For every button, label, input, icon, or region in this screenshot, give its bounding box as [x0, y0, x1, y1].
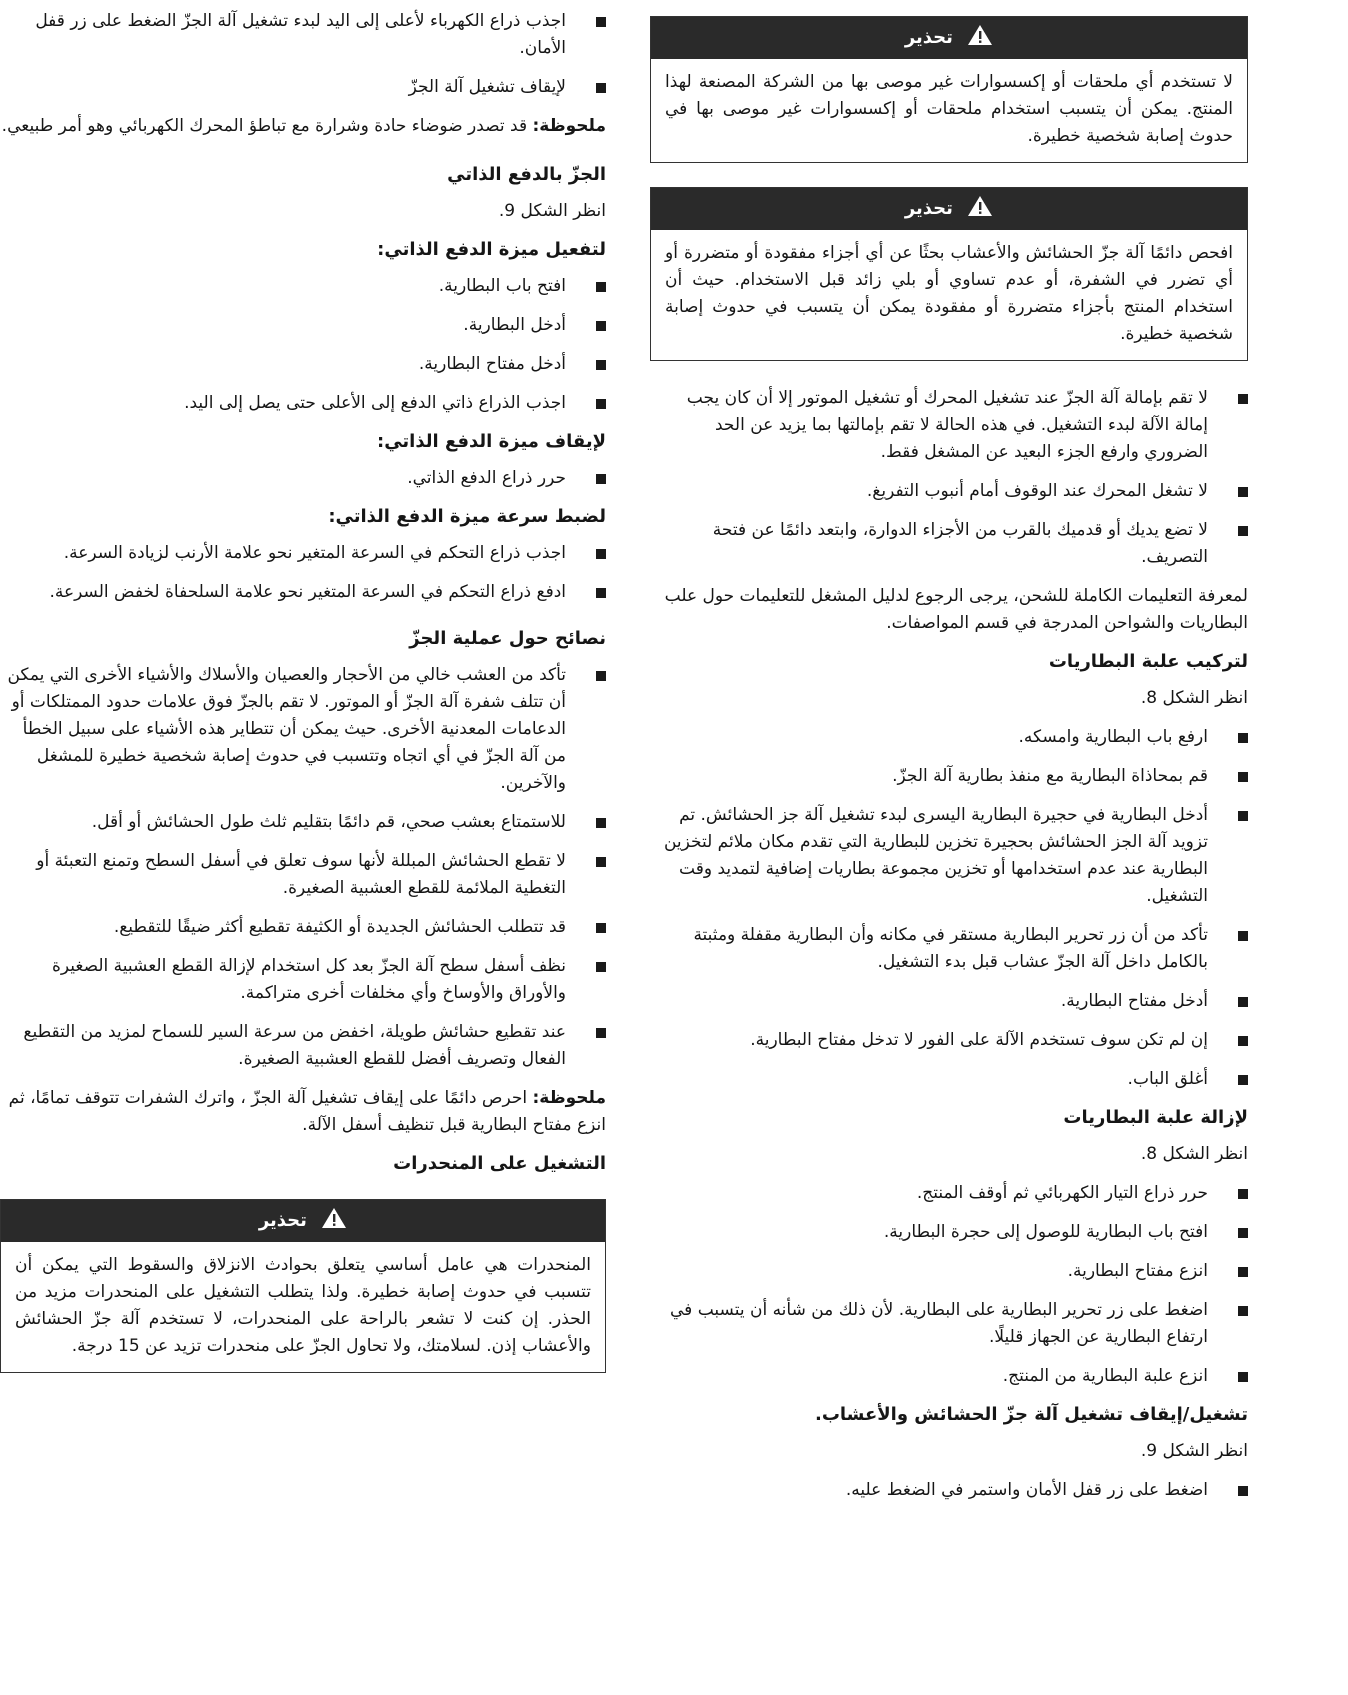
list-item: أدخل البطارية.: [0, 312, 606, 339]
warning-title: تحذير: [904, 27, 953, 48]
warning-header: [651, 188, 1247, 230]
figure-reference: انظر الشكل 9.: [1140, 1441, 1248, 1461]
warning-triangle-icon: [967, 191, 993, 233]
bullet-square-icon: [596, 818, 606, 828]
subheading-stop: لإيقاف ميزة الدفع الذاتي:: [377, 431, 606, 452]
bullet-square-icon: [1238, 1486, 1248, 1496]
list-item: افتح باب البطارية للوصول إلى حجرة البطارية.: [650, 1219, 1248, 1246]
list-item: اجذب ذراع الكهرباء لأعلى إلى اليد لبدء تشغيل آلة الجزّ الضغط على زر قفل الأمان.: [0, 8, 606, 62]
bullet-square-icon: [596, 282, 606, 292]
bullet-square-icon: [596, 17, 606, 27]
note-label: ملحوظة:: [532, 1088, 606, 1108]
list-item: ارفع باب البطارية وامسكه.: [650, 724, 1248, 751]
warning-box-accessories: [650, 16, 1248, 163]
bullet-square-icon: [596, 549, 606, 559]
section-heading-slopes: التشغيل على المنحدرات: [393, 1153, 606, 1174]
list-item: عند تقطيع حشائش طويلة، اخفض من سرعة السير للسماح لمزيد من التقطيع الفعال وتصريف أفضل للقطع العشبية الصغيرة.: [0, 1019, 606, 1073]
section-heading-self-propel: الجزّ بالدفع الذاتي: [447, 164, 606, 185]
bullet-square-icon: [1238, 394, 1248, 404]
bullet-square-icon: [1238, 811, 1248, 821]
warning-text: افحص دائمًا آلة جزّ الحشائش والأعشاب بحثًا عن أي أجزاء مفقودة أو متضررة أو أي تضرر في الشفرة، أو عدم تساوي أو بلي زائد قبل الاستخدام. حيث أن استخدام المنتج بأجزاء متضررة أو مفقودة يمكن أن يتسبب في حدوث إصابة شخصية خطيرة.: [665, 243, 1233, 344]
remove-steps-list: [650, 1180, 1248, 1390]
list-item: اجذب الذراع ذاتي الدفع إلى الأعلى حتى يصل إلى اليد.: [0, 390, 606, 417]
list-item: لا تشغل المحرك عند الوقوف أمام أنبوب التفريغ.: [650, 478, 1248, 505]
bullet-square-icon: [1238, 1075, 1248, 1085]
warning-header: [651, 17, 1247, 59]
enable-steps-list: [0, 273, 606, 417]
bullet-square-icon: [596, 1028, 606, 1038]
list-item: قد تتطلب الحشائش الجديدة أو الكثيفة تقطيع أكثر ضيقًا للتقطيع.: [0, 914, 606, 941]
list-item: أغلق الباب.: [650, 1066, 1248, 1093]
subheading-speed: لضبط سرعة ميزة الدفع الذاتي:: [328, 506, 606, 527]
bullet-square-icon: [596, 360, 606, 370]
list-item: إن لم تكن سوف تستخدم الآلة على الفور لا تدخل مفتاح البطارية.: [650, 1027, 1248, 1054]
warning-box-inspect: [650, 187, 1248, 361]
bullet-square-icon: [596, 857, 606, 867]
warning-text: لا تستخدم أي ملحقات أو إكسسوارات غير موصى بها من الشركة المصنعة لهذا المنتج. يمكن أن يتسبب استخدام ملحقات أو إكسسوارات غير موصى بها في حدوث إصابة شخصية خطيرة.: [665, 72, 1233, 146]
list-item: اضغط على زر تحرير البطارية على البطارية. لأن ذلك من شأنه أن يتسبب في ارتفاع البطارية عن الجهاز قليلًا.: [650, 1297, 1248, 1351]
warning-box-slopes: [0, 1199, 606, 1373]
list-item: تأكد من أن زر تحرير البطارية مستقر في مكانه وأن البطارية مقفلة ومثبتة بالكامل داخل آلة الجزّ عشاب قبل بدء التشغيل.: [650, 922, 1248, 976]
warning-text: المنحدرات هي عامل أساسي يتعلق بحوادث الانزلاق والسقوط التي يمكن أن تتسبب في حدوث إصابة خطيرة. ولذا يتطلب التشغيل على المنحدرات مزيد من الحذر. إن كنت لا تشعر بالراحة على المنحدرات، لا تستخدم آلة جزّ الحشائش والأعشاب إذن. لسلامتك، ولا تحاول الجزّ على منحدرات تزيد عن 15 درجة.: [15, 1255, 591, 1356]
section-heading-start-stop: تشغيل/إيقاف تشغيل آلة جزّ الحشائش والأعشاب.: [814, 1404, 1248, 1425]
section-heading-tips: نصائح حول عملية الجزّ: [409, 628, 606, 649]
bullet-square-icon: [596, 588, 606, 598]
warning-triangle-icon: [967, 20, 993, 62]
list-item: لا تضع يديك أو قدميك بالقرب من الأجزاء الدوارة، وابتعد دائمًا عن فتحة التصريف.: [650, 517, 1248, 571]
warning-triangle-icon: [321, 1203, 347, 1245]
list-item: أدخل البطارية في حجيرة البطارية اليسرى لبدء تشغيل آلة جز الحشائش. تم تزويد آلة الجز الحشائش بحجيرة تخزين للبطارية التي تقدم مكان ملائم لتخزين البطارية عند عدم استخدامها أو تخزين مجموعة بطاريات إضافية لتمديد وقت التشغيل.: [650, 802, 1248, 910]
bullet-square-icon: [1238, 526, 1248, 536]
list-item: أدخل مفتاح البطارية.: [650, 988, 1248, 1015]
note-paragraph: [0, 1085, 606, 1139]
bullet-square-icon: [596, 962, 606, 972]
list-item: نظف أسفل سطح آلة الجزّ بعد كل استخدام لإزالة القطع العشبية الصغيرة والأوراق والأوساخ وأي مخلفات أخرى متراكمة.: [0, 953, 606, 1007]
start-steps-list: [650, 1477, 1248, 1504]
section-heading-remove: لإزالة علبة البطاريات: [1063, 1107, 1248, 1128]
charging-note: لمعرفة التعليمات الكاملة للشحن، يرجى الرجوع لدليل المشغل للتعليمات حول علب البطاريات والشواحن المدرجة في قسم المواصفات.: [664, 586, 1248, 633]
bullet-square-icon: [1238, 1372, 1248, 1382]
warning-title: تحذير: [258, 1210, 307, 1231]
bullet-square-icon: [1238, 997, 1248, 1007]
note-paragraph: [0, 113, 606, 140]
list-item: لا تقم بإمالة آلة الجزّ عند تشغيل المحرك أو تشغيل الموتور إلا أن كان يجب إمالة الآلة لبدء التشغيل. في هذه الحالة لا تقم بإمالتها بما يزيد عن الحد الضروري وارفع الجزء البعيد عن المشغل فقط.: [650, 385, 1248, 466]
list-item: لإيقاف تشغيل آلة الجزّ: [0, 74, 606, 101]
section-heading-install: لتركيب علبة البطاريات: [1048, 651, 1248, 672]
bullet-square-icon: [1238, 487, 1248, 497]
bullet-square-icon: [596, 83, 606, 93]
bullet-square-icon: [596, 923, 606, 933]
warning-title: تحذير: [904, 198, 953, 219]
stop-steps-list: [0, 465, 606, 492]
bullet-square-icon: [1238, 1036, 1248, 1046]
note-label: ملحوظة:: [532, 116, 606, 136]
bullet-square-icon: [1238, 1267, 1248, 1277]
list-item: للاستمتاع بعشب صحي، قم دائمًا بتقليم ثلث طول الحشائش أو أقل.: [0, 809, 606, 836]
bullet-square-icon: [596, 474, 606, 484]
list-item: أدخل مفتاح البطارية.: [0, 351, 606, 378]
list-item: قم بمحاذاة البطارية مع منفذ بطارية آلة الجزّ.: [650, 763, 1248, 790]
list-item: اجذب ذراع التحكم في السرعة المتغير نحو علامة الأرنب لزيادة السرعة.: [0, 540, 606, 567]
figure-reference: انظر الشكل 8.: [1140, 1144, 1248, 1164]
tips-list: [0, 662, 606, 1073]
list-item: لا تقطع الحشائش المبللة لأنها سوف تعلق في أسفل السطح وتمنع التعبئة أو التغطية الملائمة للقطع العشبية الصغيرة.: [0, 848, 606, 902]
right-column: [650, 0, 1248, 1516]
bullet-square-icon: [1238, 1306, 1248, 1316]
bullet-square-icon: [596, 399, 606, 409]
figure-reference: انظر الشكل 8.: [1140, 688, 1248, 708]
safety-list: [650, 385, 1248, 571]
list-item: حرر ذراع الدفع الذاتي.: [0, 465, 606, 492]
warning-header: [1, 1200, 605, 1242]
list-item: انزع مفتاح البطارية.: [650, 1258, 1248, 1285]
bullet-square-icon: [1238, 733, 1248, 743]
speed-steps-list: [0, 540, 606, 606]
bullet-square-icon: [1238, 772, 1248, 782]
figure-reference: انظر الشكل 9.: [498, 201, 606, 221]
bullet-square-icon: [596, 671, 606, 681]
list-item: انزع علبة البطارية من المنتج.: [650, 1363, 1248, 1390]
bullet-square-icon: [1238, 1189, 1248, 1199]
operate-list: [0, 8, 606, 101]
bullet-square-icon: [596, 321, 606, 331]
list-item: اضغط على زر قفل الأمان واستمر في الضغط عليه.: [650, 1477, 1248, 1504]
note-text: احرص دائمًا على إيقاف تشغيل آلة الجزّ ، واترك الشفرات تتوقف تمامًا، ثم انزع مفتاح البطارية قبل تنظيف أسفل الآلة.: [8, 1088, 606, 1135]
install-steps-list: [650, 724, 1248, 1093]
list-item: تأكد من العشب خالي من الأحجار والعصيان والأسلاك والأشياء الأخرى التي يمكن أن تتلف شفرة آلة الجزّ أو الموتور. لا تقم بالجزّ فوق علامات حدود الممتلكات أو الدعامات المعدنية الأخرى. حيث يمكن أن تتطاير هذه الأشياء على سبيل الخطأ من آلة الجزّ في أي اتجاه وتتسبب في حدوث إصابة شخصية خطيرة للمشغل والآخرين.: [0, 662, 606, 797]
subheading-enable: لتفعيل ميزة الدفع الذاتي:: [377, 239, 606, 260]
note-text: قد تصدر ضوضاء حادة وشرارة مع تباطؤ المحرك الكهربائي وهو أمر طبيعي.: [1, 116, 528, 136]
left-column: [0, 0, 606, 1397]
list-item: حرر ذراع التيار الكهربائي ثم أوقف المنتج.: [650, 1180, 1248, 1207]
list-item: ادفع ذراع التحكم في السرعة المتغير نحو علامة السلحفاة لخفض السرعة.: [0, 579, 606, 606]
bullet-square-icon: [1238, 931, 1248, 941]
bullet-square-icon: [1238, 1228, 1248, 1238]
list-item: افتح باب البطارية.: [0, 273, 606, 300]
